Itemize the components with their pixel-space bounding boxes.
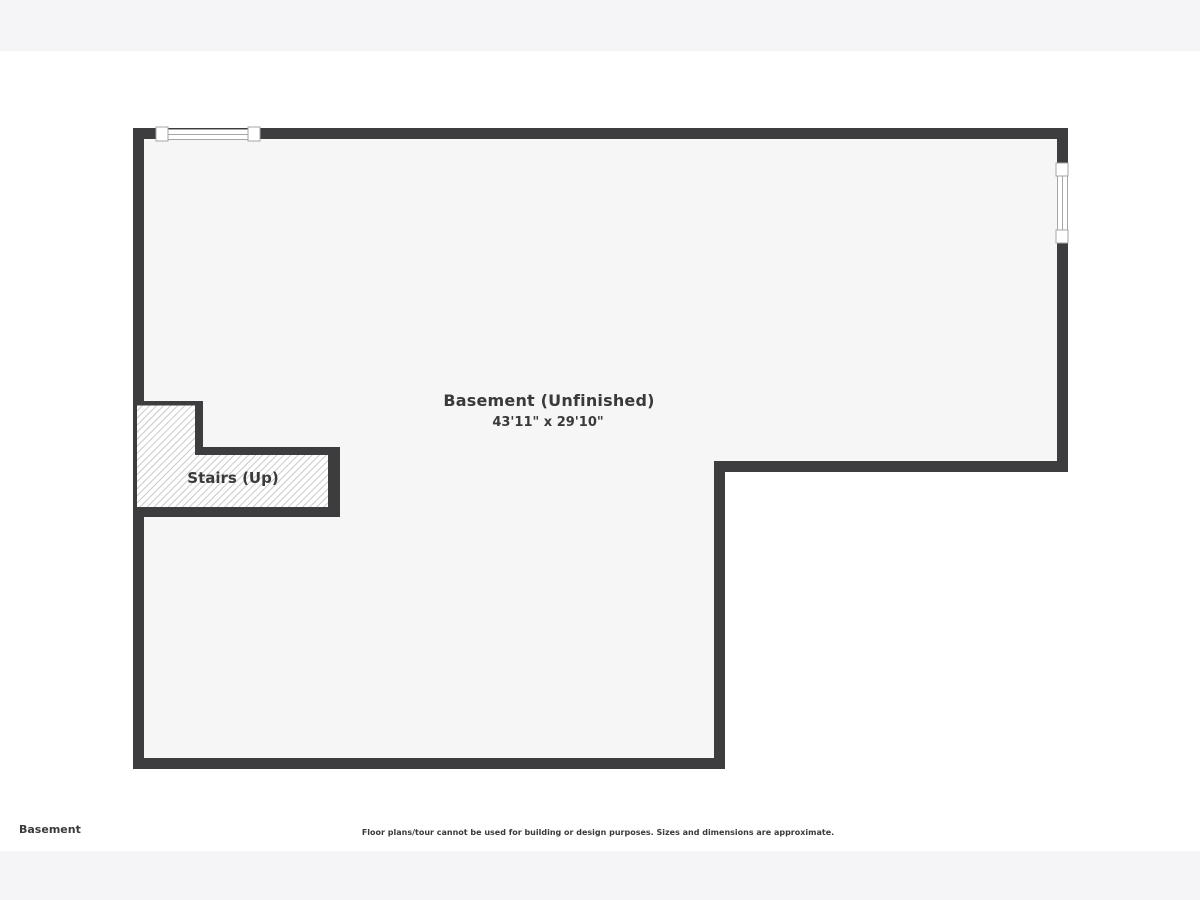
disclaimer-text: Floor plans/tour cannot be used for building or design purposes. Sizes and dimensions are approximate. [361,828,835,837]
window-icon-right [1056,163,1068,243]
floor-name-label: Basement [19,823,81,836]
window-icon-top [156,127,260,141]
room-dimensions: 43'11" x 29'10" [492,415,604,430]
room-label: Basement (Unfinished) [443,391,655,410]
stairs-label: Stairs (Up) [187,469,279,487]
